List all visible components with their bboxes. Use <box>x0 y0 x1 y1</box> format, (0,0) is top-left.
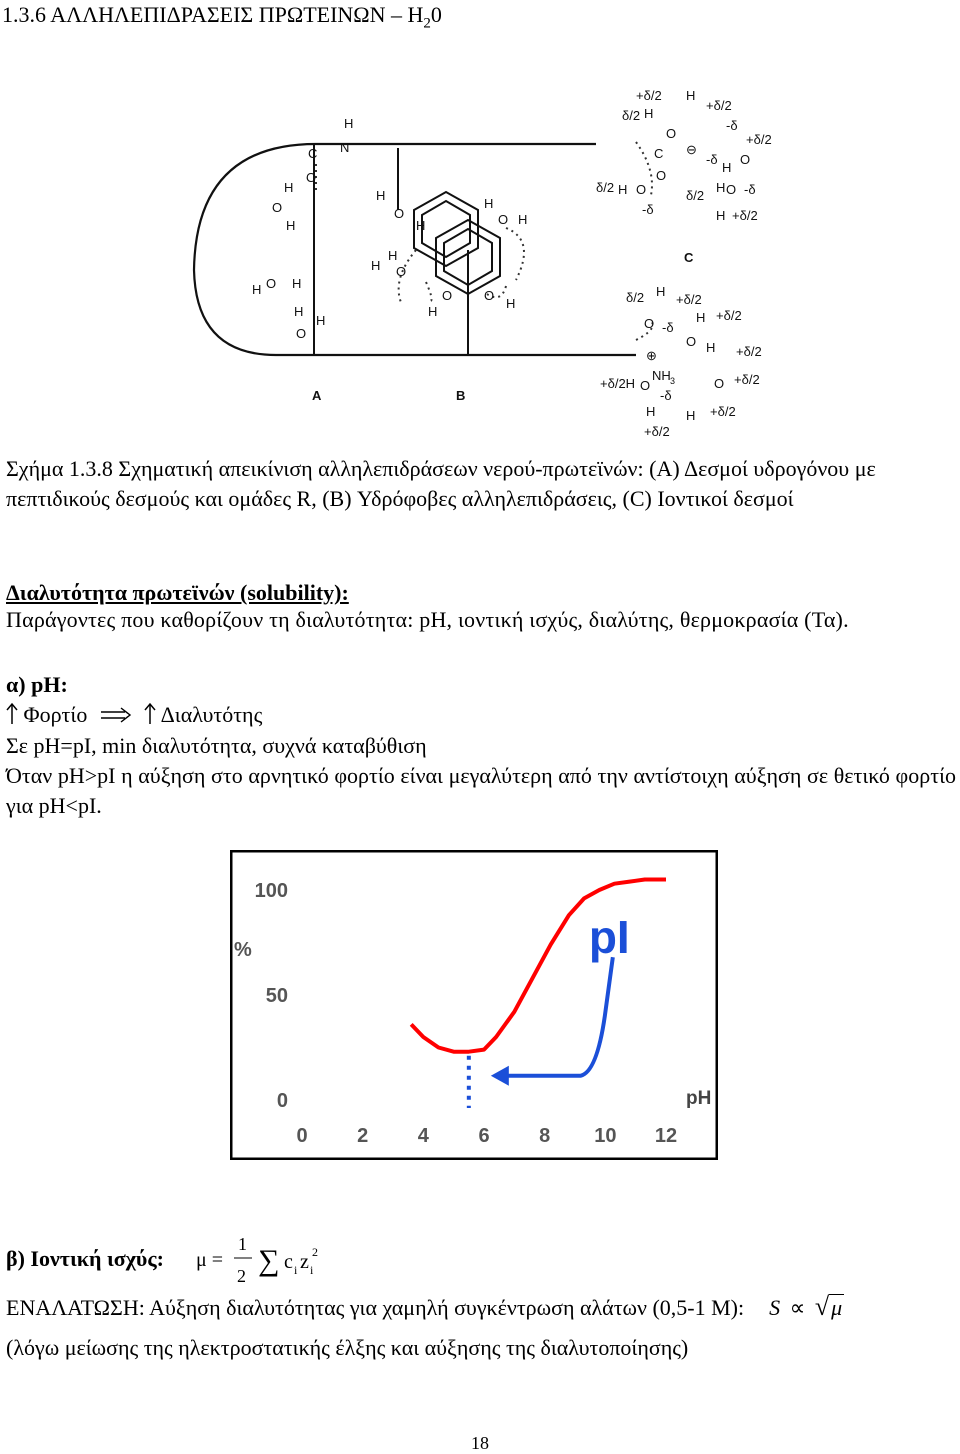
svg-text:H: H <box>656 284 666 299</box>
mu-equals: μ = <box>196 1249 224 1271</box>
svg-text:O: O <box>396 264 407 279</box>
svg-text:+δ/2: +δ/2 <box>636 88 662 103</box>
svg-text:H: H <box>292 276 302 291</box>
caption-label: Σχήμα 1.3.8 <box>6 456 113 481</box>
svg-text:H: H <box>388 248 398 263</box>
svg-text:-δ: -δ <box>662 320 674 335</box>
svg-text:3: 3 <box>670 376 676 386</box>
salting-in-explanation: (λόγω μείωσης της ηλεκτροστατικής έλξης και αύξησης της διαλυτοποίησης) <box>6 1335 689 1360</box>
svg-text:+δ/2: +δ/2 <box>716 308 742 323</box>
x-tick-label: 12 <box>654 1125 678 1147</box>
svg-text:O: O <box>266 276 277 291</box>
section-heading <box>2 0 442 38</box>
svg-text:+δ/2: +δ/2 <box>734 372 760 387</box>
solubility-title: Διαλυτότητα πρωτεϊνών (solubility): <box>6 580 349 605</box>
svg-text:+δ/2: +δ/2 <box>732 208 758 223</box>
y-tick-label: 50 <box>265 985 288 1007</box>
S-symbol: S <box>769 1295 781 1320</box>
svg-text:H: H <box>416 218 426 233</box>
charge-label: Φορτίο <box>23 702 88 727</box>
svg-text:-δ: -δ <box>642 202 654 217</box>
svg-text:O: O <box>272 200 283 215</box>
ionic-strength-formula <box>190 1228 330 1288</box>
svg-text:+δ/2: +δ/2 <box>736 344 762 359</box>
svg-text:H: H <box>618 182 628 197</box>
svg-text:O: O <box>484 288 495 303</box>
svg-text:O: O <box>666 126 677 141</box>
svg-text:O: O <box>644 316 655 331</box>
svg-text:O: O <box>498 212 509 227</box>
svg-text:δ/2: δ/2 <box>596 180 615 195</box>
svg-text:δ/2: δ/2 <box>626 290 645 305</box>
y-tick-label: 0 <box>276 1090 288 1112</box>
svg-text:O: O <box>296 326 307 341</box>
x-tick-label: 2 <box>357 1125 369 1147</box>
salting-in-line <box>6 1292 844 1323</box>
svg-text:+δ/2: +δ/2 <box>746 132 772 147</box>
x-axis-label: pH <box>686 1088 712 1109</box>
up-arrow-icon <box>6 702 18 726</box>
svg-text:H: H <box>284 180 294 195</box>
svg-text:-δ: -δ <box>726 118 738 133</box>
z-subscript: i <box>310 1263 314 1277</box>
svg-text:O: O <box>442 288 453 303</box>
pI-annotation: pI <box>588 911 630 963</box>
svg-text:O: O <box>726 182 737 197</box>
svg-text:H: H <box>686 408 696 423</box>
implies-arrow-icon <box>99 705 133 725</box>
svg-text:O: O <box>686 334 697 349</box>
x-tick-label: 8 <box>539 1125 551 1147</box>
label-B: B <box>456 388 466 403</box>
svg-text:⊖: ⊖ <box>686 142 697 157</box>
sum-icon: ∑ <box>258 1244 280 1277</box>
svg-text:-δ: -δ <box>706 152 718 167</box>
svg-text:-δ: -δ <box>660 388 672 403</box>
section-title-tail: 0 <box>430 2 442 27</box>
svg-text:H: H <box>722 160 732 175</box>
svg-text:+δ/2: +δ/2 <box>644 424 670 439</box>
section-title: ΑΛΛΗΛΕΠΙΔΡΑΣΕΙΣ ΠΡΩΤΕΙΝΩΝ – Η <box>50 2 424 27</box>
svg-text:H: H <box>716 208 726 223</box>
svg-text:C: C <box>308 146 318 161</box>
svg-text:O: O <box>640 378 651 393</box>
svg-text:⊕: ⊕ <box>646 348 657 363</box>
svg-text:H: H <box>644 106 654 121</box>
svg-text:+δ/2: +δ/2 <box>710 404 736 419</box>
solubility-factors: Παράγοντες που καθορίζουν τη διαλυτότητα: pH, ιοντική ισχύς, διαλύτης, θερμοκρασία (Τα). <box>6 607 849 632</box>
water-subscript: 2 <box>423 15 431 32</box>
svg-text:O: O <box>714 376 725 391</box>
svg-text:+δ/2: +δ/2 <box>676 292 702 307</box>
x-tick-label: 6 <box>478 1125 490 1147</box>
page-number: 18 <box>471 1433 489 1453</box>
x-tick-label: 0 <box>296 1125 308 1147</box>
ph-title: α) pH: <box>6 672 68 697</box>
y-tick-label: 100 <box>254 880 288 902</box>
svg-text:H: H <box>696 310 706 325</box>
svg-text:H: H <box>316 313 326 328</box>
svg-text:O: O <box>656 168 667 183</box>
svg-text:+δ/2H: +δ/2H <box>600 376 636 391</box>
fraction-numerator: 1 <box>238 1234 247 1254</box>
svg-text:N: N <box>340 140 350 155</box>
label-A: A <box>312 388 322 403</box>
protein-water-schematic <box>166 60 796 452</box>
svg-text:H: H <box>484 196 494 211</box>
mu-symbol: μ <box>831 1295 843 1320</box>
fraction-denominator: 2 <box>237 1266 246 1286</box>
svg-text:H: H <box>428 304 438 319</box>
svg-text:H: H <box>371 258 381 273</box>
solubility-vs-ph-chart <box>230 850 718 1160</box>
figure-caption <box>6 454 956 514</box>
svg-text:H: H <box>706 340 716 355</box>
caption-text: Σχηματική απεικίνιση αλληλεπιδράσεων νερού-πρωτεϊνών: (A) Δεσμοί υδρογόνου με πεπτιδικούς δεσμούς και ομάδες R, (B) Υδρόφοβες αλληλεπιδράσεις, (C) Ιοντικοί δεσμοί <box>6 456 876 511</box>
min-solubility-line: Σε pH=pI, min διαλυτότητα, συχνά καταβύθιση <box>6 733 427 758</box>
svg-text:H: H <box>344 116 354 131</box>
charge-solubility-relation <box>6 700 262 730</box>
x-tick-label: 10 <box>594 1125 617 1147</box>
salting-in-text: ΕΝΑΛΑΤΩΣΗ: Αύξηση διαλυτότητας για χαμηλή συγκέντρωση αλάτων (0,5-1 M): <box>6 1295 745 1320</box>
svg-text:H: H <box>506 296 516 311</box>
svg-text:δ/2: δ/2 <box>622 108 641 123</box>
up-arrow-icon <box>144 702 156 726</box>
z-term: z <box>300 1251 309 1273</box>
svg-text:O: O <box>636 182 647 197</box>
ionic-strength-title: β) Ιοντική ισχύς: <box>6 1246 164 1271</box>
svg-text:H: H <box>518 212 528 227</box>
svg-text:H: H <box>716 180 726 195</box>
sqrt-icon: √ <box>814 1292 830 1321</box>
x-tick-label: 4 <box>417 1125 429 1147</box>
z-superscript: 2 <box>312 1245 318 1259</box>
section-number: 1.3.6 <box>2 2 46 27</box>
svg-text:O: O <box>394 206 405 221</box>
svg-text:H: H <box>294 304 304 319</box>
solubility-label: Διαλυτότης <box>160 702 263 727</box>
ph-paragraph: Όταν pH>pI η αύξηση στο αρνητικό φορτίο είναι μεγαλύτερη από την αντίστοιχη αύξηση σε θετικό φορτίο για pH<pI. <box>6 763 956 818</box>
svg-text:C: C <box>654 146 664 161</box>
svg-text:δ/2: δ/2 <box>686 188 705 203</box>
chart-frame <box>231 851 717 1159</box>
svg-text:O: O <box>306 170 317 185</box>
c-subscript: i <box>294 1263 298 1277</box>
svg-text:NH: NH <box>652 368 671 383</box>
proportional-icon: ∝ <box>789 1295 806 1320</box>
svg-text:H: H <box>286 218 296 233</box>
svg-text:H: H <box>376 188 386 203</box>
svg-text:H: H <box>686 88 696 103</box>
c-term: c <box>284 1251 293 1273</box>
svg-text:H: H <box>252 282 262 297</box>
label-C: C <box>684 250 694 265</box>
svg-text:H: H <box>646 404 656 419</box>
svg-text:+δ/2: +δ/2 <box>706 98 732 113</box>
svg-text:O: O <box>740 152 751 167</box>
y-axis-label: % <box>234 939 252 961</box>
svg-text:-δ: -δ <box>744 182 756 197</box>
